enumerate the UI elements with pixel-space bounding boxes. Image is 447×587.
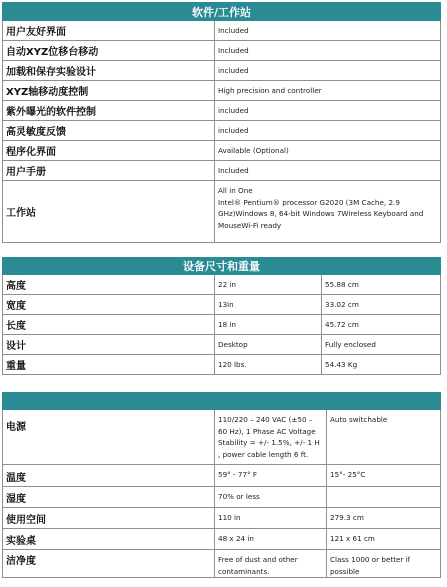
metric-value: Fully enclosed xyxy=(322,335,441,355)
value-line: 60 Hz), 1 Phase AC Voltage xyxy=(218,426,316,436)
value-line: possible xyxy=(330,566,360,576)
row-label: 自动XYZ位移台移动 xyxy=(3,41,215,61)
value-line: GHz)Windows 8, 64-bit Windows 7Wireless Keyboard and xyxy=(218,209,424,218)
row-label: 用户手册 xyxy=(3,161,215,181)
metric-value: 55.88 cm xyxy=(322,275,441,295)
value-line: Stability = +/- 1.5%, +/- 1 H xyxy=(218,438,320,447)
imperial-value xyxy=(215,550,327,578)
table-row xyxy=(3,550,441,578)
row-label: 湿度 xyxy=(3,487,215,508)
table-row xyxy=(3,181,441,243)
table-row xyxy=(3,487,441,508)
metric-value: 279.3 cm xyxy=(327,508,441,529)
imperial-value: 22 in xyxy=(215,275,322,295)
value-line: contaminants. xyxy=(218,566,270,576)
row-label: 高灵敏度反馈 xyxy=(3,121,215,141)
table-row xyxy=(3,275,441,295)
metric-value: 121 x 61 cm xyxy=(327,529,441,550)
row-value: included xyxy=(215,121,441,141)
row-label: 设计 xyxy=(3,335,215,355)
table-row xyxy=(3,41,441,61)
table-row xyxy=(3,508,441,529)
value-line: , power cable length 6 ft. xyxy=(218,449,309,459)
dimensions-table xyxy=(2,257,441,375)
table-row xyxy=(3,81,441,101)
row-value: Included xyxy=(215,41,441,61)
section-title-software: 软件/工作站 xyxy=(3,3,441,21)
imperial-value: 59° - 77° F xyxy=(215,465,327,487)
software-table xyxy=(2,2,441,243)
row-value: Included xyxy=(215,21,441,41)
imperial-value: 13in xyxy=(215,295,322,315)
table-row xyxy=(3,315,441,335)
row-label: 温度 xyxy=(3,465,215,487)
row-label: 工作站 xyxy=(3,181,215,243)
row-label: XYZ轴移动度控制 xyxy=(3,81,215,101)
row-value-workstation xyxy=(215,181,441,243)
row-label: 长度 xyxy=(3,315,215,335)
row-label: 电源 xyxy=(3,410,215,465)
metric-value xyxy=(327,410,441,465)
row-value: Included xyxy=(215,161,441,181)
value-line: Intel® Pentium® processor G2020 (3M Cache, 2.9 xyxy=(218,197,400,207)
row-label: 加载和保存实验设计 xyxy=(3,61,215,81)
table-row xyxy=(3,21,441,41)
value-line: All in One xyxy=(218,186,253,195)
imperial-value: 70% or less xyxy=(215,487,327,508)
section-title-dimensions: 设备尺寸和重量 xyxy=(3,258,441,275)
value-line: Free of dust and other xyxy=(218,555,298,564)
table-row xyxy=(3,295,441,315)
row-label: 重量 xyxy=(3,355,215,375)
row-label: 实验桌 xyxy=(3,529,215,550)
row-label: 程序化界面 xyxy=(3,141,215,161)
row-label: 洁净度 xyxy=(3,550,215,578)
section-title-environment xyxy=(3,393,441,410)
metric-value: 15°- 25°C xyxy=(327,465,441,487)
imperial-value: 120 lbs. xyxy=(215,355,322,375)
row-label: 用户友好界面 xyxy=(3,21,215,41)
table-row xyxy=(3,141,441,161)
row-value: High precision and controller xyxy=(215,81,441,101)
table-row xyxy=(3,410,441,465)
table-row xyxy=(3,121,441,141)
table-row xyxy=(3,529,441,550)
table-row xyxy=(3,465,441,487)
metric-value: 45.72 cm xyxy=(322,315,441,335)
imperial-value: Desktop xyxy=(215,335,322,355)
imperial-value: 110 in xyxy=(215,508,327,529)
imperial-value: 48 x 24 in xyxy=(215,529,327,550)
metric-value xyxy=(327,487,441,508)
table-row xyxy=(3,61,441,81)
imperial-value: 18 in xyxy=(215,315,322,335)
table-row xyxy=(3,161,441,181)
row-value: included xyxy=(215,101,441,121)
row-value: Available (Optional) xyxy=(215,141,441,161)
row-label: 使用空间 xyxy=(3,508,215,529)
value-line: Class 1000 or better if xyxy=(330,555,411,564)
environment-table xyxy=(2,392,441,578)
row-label: 宽度 xyxy=(3,295,215,315)
table-row xyxy=(3,355,441,375)
value-line: 110/220 – 240 VAC (±50 – xyxy=(218,415,313,424)
table-row xyxy=(3,335,441,355)
value-line: MouseWi-Fi ready xyxy=(218,220,282,230)
row-label: 高度 xyxy=(3,275,215,295)
metric-value: 33.02 cm xyxy=(322,295,441,315)
value-line: Auto switchable xyxy=(330,415,388,424)
metric-value xyxy=(327,550,441,578)
table-row xyxy=(3,101,441,121)
row-value: included xyxy=(215,61,441,81)
imperial-value xyxy=(215,410,327,465)
metric-value: 54.43 Kg xyxy=(322,355,441,375)
row-label: 紫外曝光的软件控制 xyxy=(3,101,215,121)
